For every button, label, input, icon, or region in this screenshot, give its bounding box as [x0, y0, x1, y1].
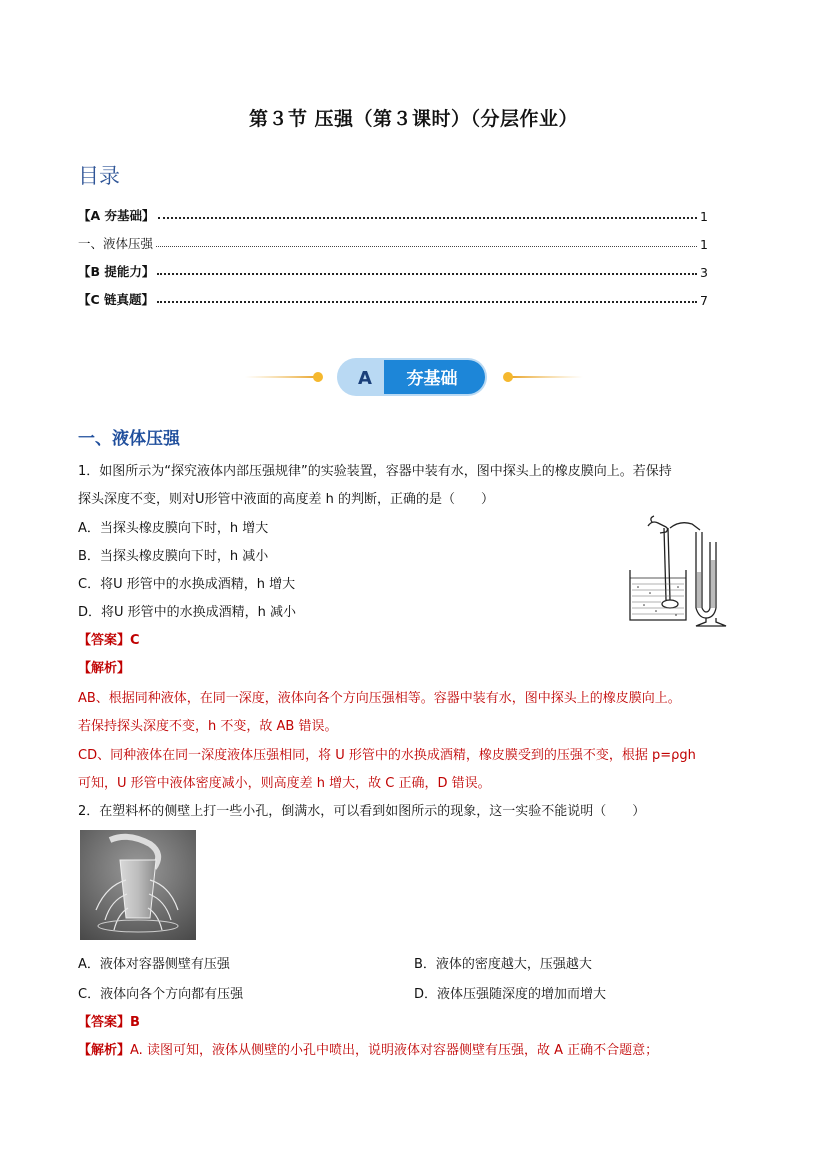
- toc-item-label: 一、液体压强: [78, 236, 154, 251]
- toc-leader-dots: [156, 246, 697, 247]
- toc-item-label: 【B 提能力】: [78, 264, 155, 279]
- toc-item-label: 【C 链真题】: [78, 292, 155, 307]
- toc-item-label: 【A 夯基础】: [78, 208, 155, 223]
- q1-answer: 【答案】C: [78, 633, 140, 648]
- q2-option-c[interactable]: C．液体向各个方向都有压强: [78, 987, 244, 1002]
- toc-item-page: 1: [700, 237, 708, 252]
- banner-letter: A: [358, 368, 372, 389]
- u-tube-apparatus-diagram: [626, 512, 736, 628]
- q1-analysis-line-3: CD、同种液体在同一深度液体压强相同，将 U 形管中的水换成酒精，橡皮膜受到的压强不变，根据 p=ρgh: [78, 748, 696, 763]
- cup-water-jets-photo: [80, 830, 196, 940]
- q2-stem: 2．在塑料杯的侧壁上打一些小孔，倒满水，可以看到如图所示的现象，这一实验不能说明（ ）: [78, 804, 646, 819]
- toc-leader-dots: [158, 217, 698, 219]
- toc-heading: 目录: [78, 164, 120, 188]
- q1-option-d[interactable]: D．将U 形管中的水换成酒精，h 减小: [78, 605, 297, 620]
- toc-item-a[interactable]: [78, 200, 708, 224]
- q2-option-a[interactable]: A．液体对容器侧壁有压强: [78, 957, 230, 972]
- q1-analysis-line-1: AB、根据同种液体，在同一深度，液体向各个方向压强相等。容器中装有水，图中探头上的橡皮膜向上。: [78, 691, 681, 706]
- toc-item-liquid-pressure[interactable]: [78, 228, 708, 252]
- q2-analysis-label: 【解析】: [78, 1043, 131, 1058]
- section-banner: [240, 354, 590, 400]
- banner-text: 夯基础: [406, 369, 458, 389]
- q1-analysis-line-2: 若保持探头深度不变，h 不变，故 AB 错误。: [78, 719, 338, 734]
- q2-option-b[interactable]: B．液体的密度越大，压强越大: [414, 957, 592, 972]
- q2-answer: 【答案】B: [78, 1015, 140, 1030]
- toc-item-page: 1: [700, 209, 708, 224]
- toc-item-page: 7: [700, 293, 708, 308]
- toc-item-c[interactable]: [78, 284, 708, 308]
- toc-leader-dots: [157, 301, 697, 303]
- q1-option-c[interactable]: C．将U 形管中的水换成酒精，h 增大: [78, 577, 296, 592]
- q1-stem-line-2: 探头深度不变，则对U形管中液面的高度差 h 的判断，正确的是（ ）: [78, 492, 495, 507]
- q1-analysis-label: 【解析】: [78, 661, 131, 676]
- q2-analysis: [78, 1039, 658, 1058]
- toc-item-page: 3: [700, 265, 708, 280]
- q1-option-a[interactable]: A．当探头橡皮膜向下时，h 增大: [78, 521, 269, 536]
- q2-analysis-text: A. 读图可知，液体从侧壁的小孔中喷出，说明液体对容器侧壁有压强，故 A 正确不合题意；: [130, 1043, 659, 1058]
- section-heading: 一、液体压强: [78, 429, 180, 449]
- toc-item-b[interactable]: [78, 256, 708, 280]
- q2-option-d[interactable]: D．液体压强随深度的增加而增大: [414, 987, 607, 1002]
- q1-option-b[interactable]: B．当探头橡皮膜向下时，h 减小: [78, 549, 269, 564]
- toc-leader-dots: [157, 273, 697, 275]
- page-title: 第３节 压强（第３课时）（分层作业）: [248, 108, 579, 130]
- q1-stem-line-1: 1．如图所示为“探究液体内部压强规律”的实验装置，容器中装有水，图中探头上的橡皮膜向上。若保持: [78, 464, 672, 479]
- q1-analysis-line-4: 可知，U 形管中液体密度减小，则高度差 h 增大，故 C 正确，D 错误。: [78, 776, 491, 791]
